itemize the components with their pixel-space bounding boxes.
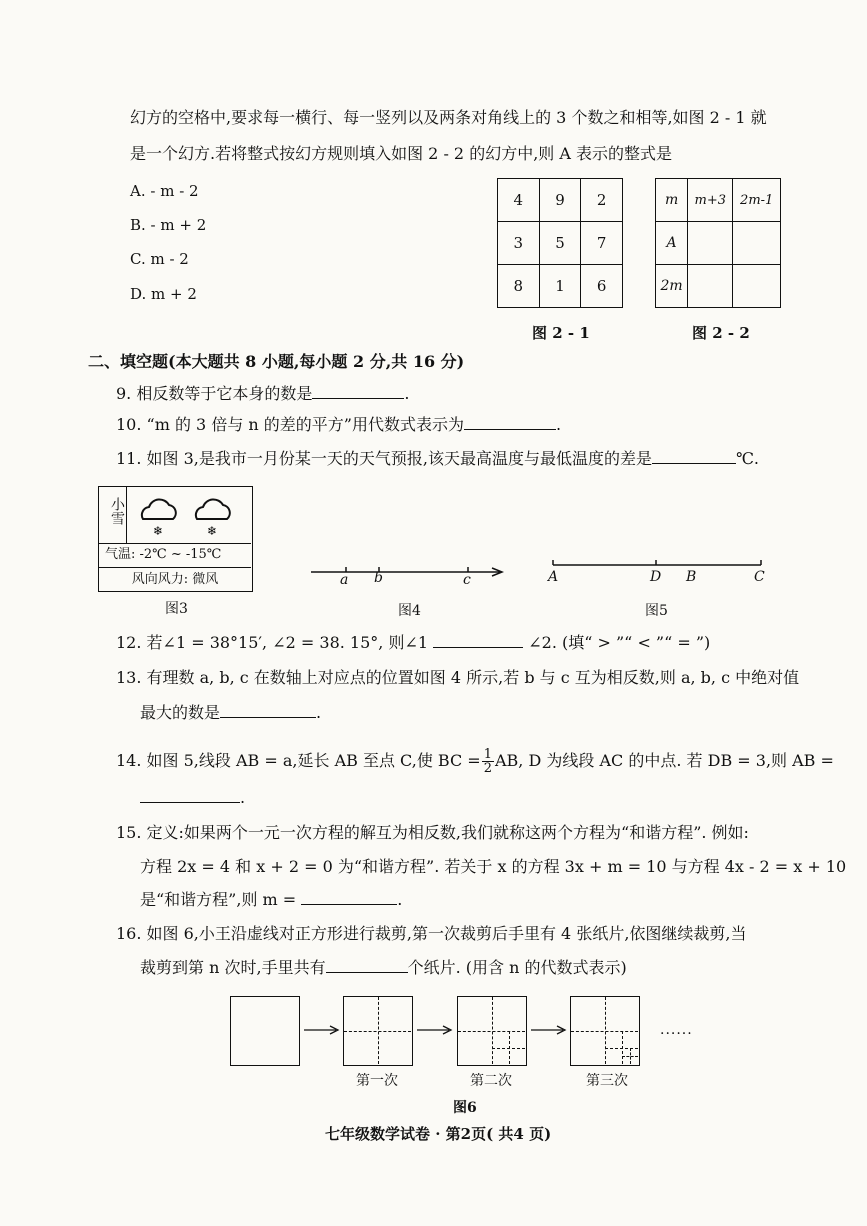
cell: 2m (656, 265, 688, 308)
square-cut-1 (343, 996, 413, 1066)
q8-option-d: D. m + 2 (130, 285, 197, 303)
svg-text:❄: ❄ (207, 524, 218, 538)
cut-line (605, 1048, 638, 1049)
magic-square-fig2-2 (655, 178, 781, 308)
answer-blank (464, 415, 556, 430)
point-A-label: A (548, 569, 559, 585)
cell: m (656, 179, 688, 222)
point-a-label: a (340, 572, 349, 588)
q16-line1: 16. 如图 6,小王沿虚线对正方形进行裁剪,第一次裁剪后手里有 4 张纸片,依图继续裁剪,当 (116, 924, 747, 943)
q13-line2 (140, 703, 321, 723)
q13-text: 最大的数是 (140, 703, 221, 722)
q12-text: 12. 若∠1 = 38°15′, ∠2 = 38. 15°, 则∠1 (116, 633, 429, 652)
page-footer: 七年级数学试卷 · 第2页( 共4 页) (325, 1125, 552, 1143)
q8-line1: 幻方的空格中,要求每一横行、每一竖列以及两条对角线上的 3 个数之和相等,如图 2 - 1 就 (130, 108, 767, 127)
cut-line (571, 1031, 638, 1032)
square-cut-2 (457, 996, 527, 1066)
q16-text-a: 裁剪到第 n 次时,手里共有 (140, 958, 326, 977)
q14-end: . (240, 788, 246, 807)
wind-info: 风向风力: 微风 (131, 572, 219, 587)
step1-label: 第一次 (356, 1073, 398, 1089)
answer-blank (220, 703, 316, 718)
q14-line1 (116, 746, 834, 776)
q10 (116, 415, 561, 435)
weather-forecast-box (98, 486, 253, 592)
cut-line (492, 1048, 525, 1049)
magic-square-fig2-1 (497, 178, 623, 308)
cell (733, 222, 781, 265)
q15-line1: 15. 定义:如果两个一元一次方程的解互为相反数,我们就称这两个方程为“和谐方程”. 例如: (116, 823, 749, 842)
cell: 9 (539, 179, 581, 222)
q14-line2 (140, 788, 245, 808)
q9 (116, 384, 409, 404)
section-title: 二、填空题(本大题共 8 小题,每小题 2 分,共 16 分) (88, 352, 465, 371)
q8-line2: 是一个幻方.若将整式按幻方规则填入如图 2 - 2 的幻方中,则 A 表示的整式是 (130, 144, 673, 163)
q9-end: . (404, 384, 410, 403)
q8-option-c: C. m - 2 (130, 250, 189, 268)
svg-text:❄: ❄ (153, 524, 164, 538)
cell (688, 265, 733, 308)
q16-line2 (140, 958, 627, 978)
cell: 5 (539, 222, 581, 265)
cell (688, 222, 733, 265)
arrow-right-icon (529, 1024, 569, 1036)
cut-line (344, 1031, 411, 1032)
q13-line1: 13. 有理数 a, b, c 在数轴上对应点的位置如图 4 所示,若 b 与 c 互为相反数,则 a, b, c 中绝对值 (116, 668, 800, 687)
q12-end: ∠2. (填“ > ”“ < ”“ = ”) (528, 633, 711, 652)
square-cut-3 (570, 996, 640, 1066)
square-original (230, 996, 300, 1066)
q12 (116, 633, 710, 653)
q10-end: . (555, 415, 562, 434)
fraction-one-half (482, 748, 494, 775)
q11 (116, 449, 759, 469)
q10-text: 10. “m 的 3 倍与 n 的差的平方”用代数式表示为 (116, 415, 464, 434)
point-b-label: b (374, 570, 383, 586)
cell: 6 (581, 265, 623, 308)
temperature-range: 气温: -2℃ ~ -15℃ (99, 543, 251, 568)
point-B-label: B (686, 569, 697, 585)
fig2-1-caption: 图 2 - 1 (532, 324, 590, 342)
cell: 8 (498, 265, 540, 308)
answer-blank (301, 890, 397, 905)
cell: A (656, 222, 688, 265)
cell: 4 (498, 179, 540, 222)
arrow-right-icon (415, 1024, 455, 1036)
q8-option-a: A. - m - 2 (130, 182, 199, 200)
q14-text-part1: 14. 如图 5,线段 AB = a,延长 AB 至点 C,使 BC = (116, 751, 481, 770)
q15-line3 (140, 890, 402, 910)
answer-blank (433, 633, 523, 648)
cut-line (622, 1056, 638, 1057)
cell: m+3 (688, 179, 733, 222)
q11-text: 11. 如图 3,是我市一月份某一天的天气预报,该天最高温度与最低温度的差是 (116, 449, 652, 468)
fraction-denominator: 2 (483, 761, 492, 776)
q8-option-b: B. - m + 2 (130, 216, 207, 234)
q13-end: . (316, 703, 322, 722)
step2-label: 第二次 (470, 1073, 512, 1089)
weather-label: 小雪 (99, 487, 127, 543)
fig4-caption: 图4 (398, 603, 421, 619)
q11-end: ℃. (735, 449, 759, 468)
arrow-right-icon (302, 1024, 342, 1036)
point-c-label: c (463, 572, 471, 588)
cell (733, 265, 781, 308)
cell: 7 (581, 222, 623, 265)
answer-blank (326, 958, 408, 973)
number-line-fig4 (308, 562, 508, 592)
cut-line (458, 1031, 525, 1032)
ellipsis: ...... (660, 1022, 693, 1038)
cell: 1 (539, 265, 581, 308)
step3-label: 第三次 (586, 1073, 628, 1089)
q9-text: 9. 相反数等于它本身的数是 (116, 384, 313, 403)
fig5-caption: 图5 (645, 603, 668, 619)
snow-cloud-icon (135, 493, 245, 539)
q15-text: 是“和谐方程”,则 m = (140, 890, 297, 909)
cell: 2m-1 (733, 179, 781, 222)
fig6-caption: 图6 (453, 1100, 477, 1116)
point-C-label: C (754, 569, 765, 585)
q16-text-b: 个纸片. (用含 n 的代数式表示) (407, 958, 627, 977)
q14-text-part2: AB, D 为线段 AC 的中点. 若 DB = 3,则 AB = (494, 751, 834, 770)
answer-blank (652, 449, 736, 464)
fig2-2-caption: 图 2 - 2 (692, 324, 750, 342)
answer-blank (140, 788, 240, 803)
fig3-caption: 图3 (165, 601, 188, 617)
cell: 2 (581, 179, 623, 222)
answer-blank (312, 384, 404, 399)
fraction-numerator: 1 (483, 747, 492, 762)
cell: 3 (498, 222, 540, 265)
q15-end: . (397, 890, 403, 909)
q15-line2: 方程 2x = 4 和 x + 2 = 0 为“和谐方程”. 若关于 x 的方程 3x + m = 10 与方程 4x - 2 = x + 10 (140, 857, 847, 876)
point-D-label: D (650, 569, 662, 585)
